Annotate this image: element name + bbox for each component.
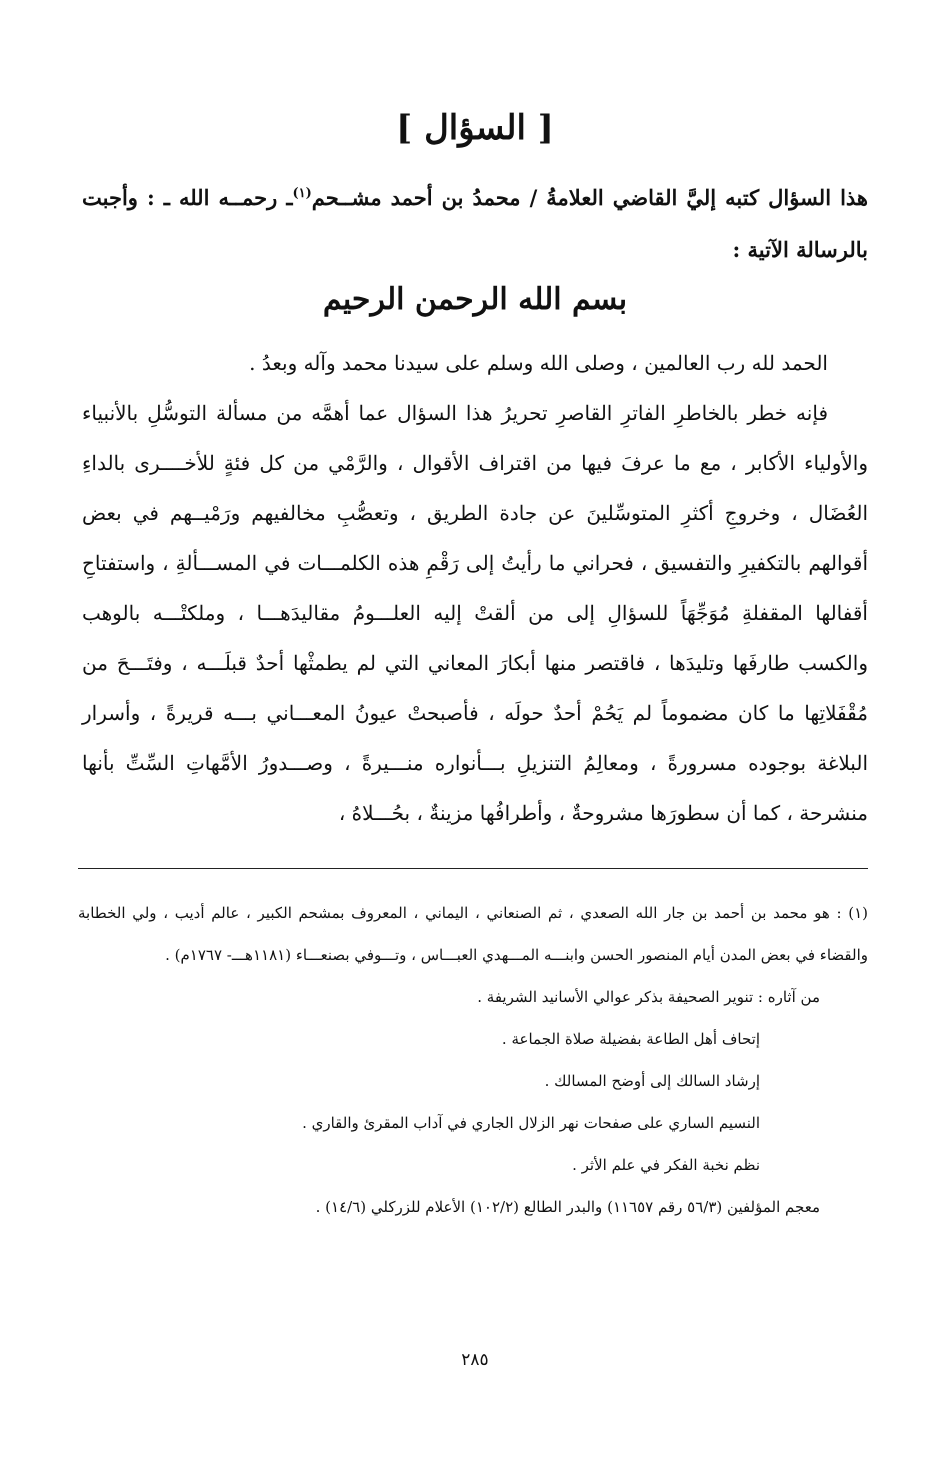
works-intro: من آثاره : تنوير الصحيفة بذكر عوالي الأسانيد الشريفة . bbox=[477, 988, 820, 1006]
footnote-separator bbox=[78, 868, 868, 869]
footnote-references: معجم المؤلفين (٥٦/٣ رقم ١١٦٥٧) والبدر الطالع (١٠٢/٢) الأعلام للزركلي (١٤/٦) . bbox=[315, 1198, 820, 1216]
footnote-works bbox=[78, 976, 868, 1186]
intro-text: هذا السؤال كتبه إليَّ القاضي العلامةُ / محمدُ بن أحمد مشــحم bbox=[311, 185, 869, 210]
footnote-marker: (١) bbox=[292, 186, 312, 201]
section-heading: [ السؤال ] bbox=[396, 108, 554, 148]
footnote-bio bbox=[78, 892, 868, 976]
page-number: ٢٨٥ bbox=[461, 1350, 489, 1370]
footnotes bbox=[78, 892, 868, 1228]
paragraph-main: فإنه خطر بالخاطرِ الفاترِ القاصرِ تحريرُ هذا السؤال عما أهمَّه من مسألة التوسُّلِ بالأنبياء والأولياء الأكابر ، مع ما عرفَ فيها من اقتراف الأقوال ، والرَّمْي من كل فئةٍ للأخــــرى بالداءِ العُضَال ، وخروجِ أكثرِ المتوسِّلينَ عن جادة الطريق ، وتعصُّبِ مخالفيهم ورَمْيــهم في بعض أقوالهم بالتكفيرِ والتفسيق ، فحراني ما رأيتُ إلى رَقْمِ هذه الكلمـــات في المســـألةِ ، واستفتاحِ أقفالها المقفلةِ مُوَجِّهَاً للسؤالِ إلى من ألقتْ إليه العلـــومُ مقاليدَهـــا ، وملكتْـــه بالوهب والكسب طارفَها وتليدَها ، فاقتصر منها أبكارَ المعاني التي لم يطمثْها أحدٌ قبلَـــه ، وفتَـــحَ من مُقْفَلاتِها ما كان مضموماً لم يَحُمْ أحدٌ حولَه ، فأصبحتْ عيونُ المعـــاني بـــه قريرةً ، وأسرار البلاغة بوجوده مسرورةً ، ومعالِمُ التنزيلِ بـــأنواره منـــيرةً ، وصـــدورُ الأمَّهاتِ السِّتِّ بأنها منشرحة ، كما أن سطورَها مشروحةٌ ، وأطرافُها مزينةٌ ، بحُـــلاهُ ، bbox=[82, 401, 868, 825]
intro-paragraph bbox=[82, 168, 868, 276]
body-text bbox=[82, 338, 868, 838]
basmala: بسم الله الرحمن الرحيم bbox=[322, 282, 628, 317]
work-item: نظم نخبة الفكر في علم الأثر . bbox=[572, 1156, 760, 1174]
intro-text-after: ـ رحمــه الله ـ : وأجبت بالرسالة الآتية : bbox=[82, 185, 868, 262]
work-item: إتحاف أهل الطاعة بفضيلة صلاة الجماعة . bbox=[501, 1030, 760, 1048]
paragraph-opening: الحمد لله رب العالمين ، وصلى الله وسلم على سيدنا محمد وآله وبعدُ . bbox=[249, 351, 828, 375]
work-item: إرشاد السالك إلى أوضح المسالك . bbox=[544, 1072, 760, 1090]
footnote-bio-text: هو محمد بن أحمد بن جار الله الصعدي ، ثم الصنعاني ، اليماني ، المعروف بمشحم الكبير ، عالم أديب ، ولي الخطابة والقضاء في بعض المدن أيام المنصور الحسن وابنـــه المـــهدي العبـــاس ، وتـــوفي بصنعـــاء (١١٨١هـــ- ١٧٦٧م) . bbox=[78, 904, 868, 964]
footnote-number: (١) : bbox=[836, 904, 868, 922]
work-item: النسيم الساري على صفحات نهر الزلال الجاري في آداب المقرئ والقاري . bbox=[302, 1114, 760, 1132]
